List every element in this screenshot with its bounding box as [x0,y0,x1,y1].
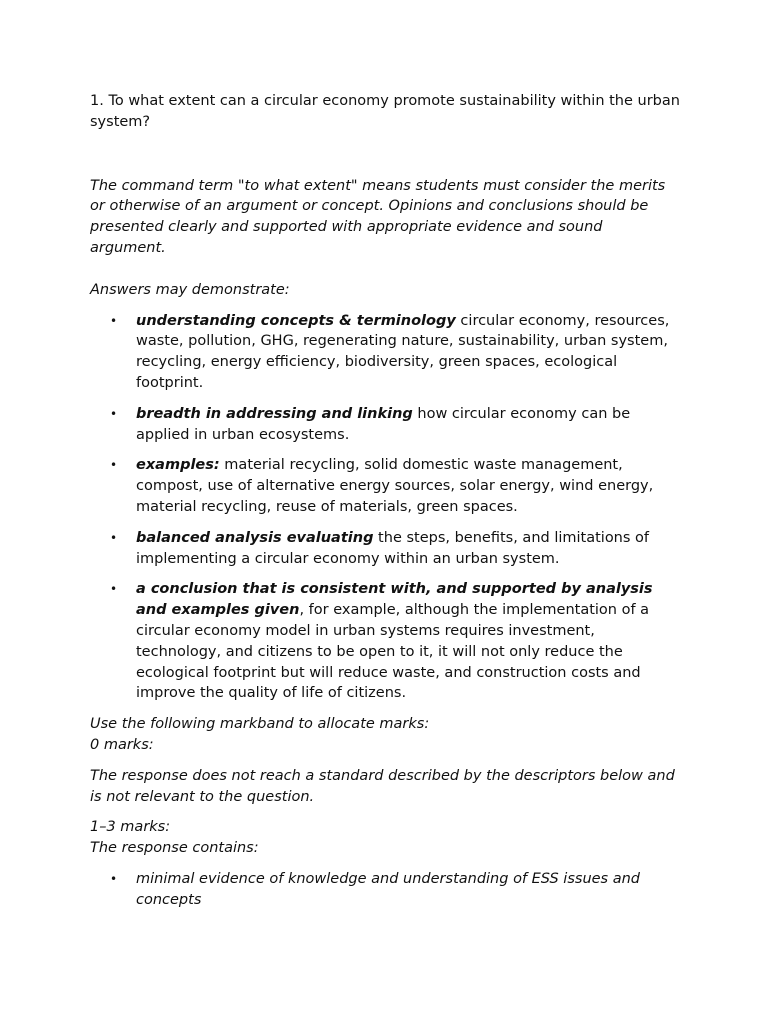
criterion-term: understanding concepts & terminology [136,312,456,329]
band-1-item: minimal evidence of knowledge and understanding of ESS issues and concepts [136,870,641,908]
criterion-term: examples: [136,457,220,474]
criterion-text: , for example, although the implementation of a circular economy model in urban systems requires investment, technology, and citizens to be open to it, it will not only reduce the ecological footprint but will reduce waste, and construction costs and improve the quality of life of citizens. [136,602,650,702]
bullet-icon: • [110,313,118,328]
band-0-description: The response does not reach a standard described by the descriptors below and is not relevant to the question. [90,767,675,805]
bullet-icon: • [110,871,118,886]
criterion-term: balanced analysis evaluating [136,529,374,546]
bullet-icon: • [110,406,118,421]
criterion-text: material recycling, solid domestic waste management, compost, use of alternative energy sources, solar energy, wind energy, material recycling, reuse of materials, green spaces. [136,457,654,515]
list-item [110,404,680,446]
list-item [110,528,680,570]
criterion-term: a conclusion that is consistent with, and supported by analysis and examples given [136,581,653,619]
band-1-intro: The response contains: [90,840,259,857]
band-1-list [90,869,680,911]
criterion-text: circular economy, resources, waste, pollution, GHG, regenerating nature, sustainability, urban system, recycling, energy efficiency, biodiversity, green spaces, ecological footprint. [136,312,670,391]
list-item [110,455,680,517]
answers-intro: Answers may demonstrate: [90,281,290,298]
criterion-text: the steps, benefits, and limitations of implementing a circular economy within an urban system. [136,529,650,567]
band-1-label: 1–3 marks: [90,819,171,836]
bullet-icon: • [110,582,118,597]
question-text: 1. To what extent can a circular economy promote sustainability within the urban system? [90,93,680,130]
list-item [110,869,680,911]
criterion-text: how circular economy can be applied in urban ecosystems. [136,405,631,443]
bullet-icon: • [110,530,118,545]
criteria-list [90,311,680,705]
list-item [110,579,680,704]
list-item [110,311,680,394]
document-page [90,91,680,921]
band-0-label: 0 marks: [90,736,154,753]
criterion-term: breadth in addressing and linking [136,405,413,422]
command-term-note: The command term "to what extent" means students must consider the merits or otherwise of an argument or concept. Opinions and conclusions should be presented clearly and supported with appropriate evidence and sound argument. [90,177,666,256]
bullet-icon: • [110,458,118,473]
markband-intro: Use the following markband to allocate marks: [90,716,430,733]
